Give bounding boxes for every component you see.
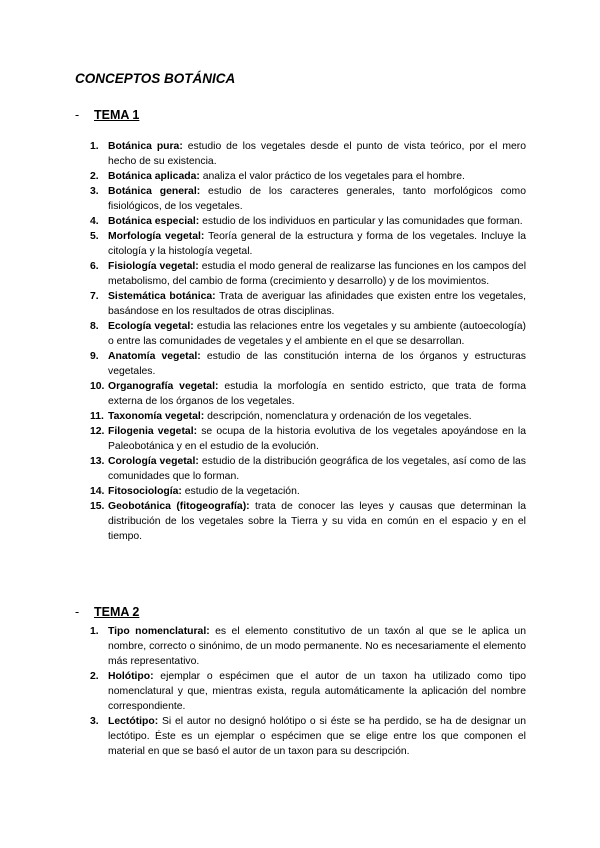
section-heading-text: TEMA 2 <box>94 605 140 619</box>
list-item <box>90 139 526 169</box>
list-item <box>90 259 526 289</box>
item-number: 8. <box>90 321 99 332</box>
item-definition: estudio de los individuos en particular y las comunidades que forman. <box>199 216 523 227</box>
item-number: 9. <box>90 351 99 362</box>
list-item <box>90 669 526 714</box>
item-definition: estudio de la distribución geográfica de los vegetales, así como de las comunidades que lo forman. <box>108 456 526 482</box>
list-item <box>90 169 526 184</box>
tema-1-list <box>90 139 526 544</box>
item-term: Lectótipo: <box>108 716 159 727</box>
item-number: 6. <box>90 261 99 272</box>
item-number: 15. <box>90 501 105 512</box>
item-term: Anatomía vegetal: <box>108 351 201 362</box>
list-item <box>90 624 526 669</box>
list-item <box>90 454 526 484</box>
item-term: Morfología vegetal: <box>108 231 205 242</box>
item-term: Tipo nomenclatural: <box>108 626 210 637</box>
document-title: CONCEPTOS BOTÁNICA <box>75 71 236 86</box>
item-term: Corología vegetal: <box>108 456 199 467</box>
item-number: 7. <box>90 291 99 302</box>
list-item <box>90 424 526 454</box>
item-definition: estudio de las constitución interna de los órganos y estructuras vegetales. <box>108 351 527 377</box>
item-definition: estudia las relaciones entre los vegetales y su ambiente (autoecología) o entre las comunidades de vegetales y el ambiente en el que se desarrollan. <box>108 321 526 347</box>
item-definition: trata de conocer las leyes y causas que determinan la distribución de los vegetales sobre la Tierra y su vida en común en el espacio y en el tiempo. <box>108 501 527 542</box>
tema-2-list <box>90 624 526 759</box>
item-definition: Trata de averiguar las afinidades que existen entre los vegetales, basándose en los resultados de otras disciplinas. <box>108 291 526 317</box>
item-definition: se ocupa de la historia evolutiva de los vegetales apoyándose en la Paleobotánica y en el estudio de la evolución. <box>108 426 526 452</box>
item-definition: estudio de los vegetales desde el punto de vista teórico, por el mero hecho de su existencia. <box>108 141 526 167</box>
item-definition: Teoría general de la estructura y forma de los vegetales. Incluye la citología y la histología vegetal. <box>108 231 526 257</box>
list-item <box>90 289 526 319</box>
item-number: 14. <box>90 486 105 497</box>
item-term: Sistemática botánica: <box>108 291 216 302</box>
list-item <box>90 379 526 409</box>
item-term: Ecología vegetal: <box>108 321 194 332</box>
list-item <box>90 319 526 349</box>
item-number: 1. <box>90 141 99 152</box>
item-definition: descripción, nomenclatura y ordenación de los vegetales. <box>204 411 472 422</box>
item-term: Geobotánica (fitogeografía): <box>108 501 250 512</box>
item-term: Fisiología vegetal: <box>108 261 199 272</box>
item-term: Filogenia vegetal: <box>108 426 198 437</box>
item-term: Fitosociología: <box>108 486 182 497</box>
item-definition: estudia la morfología en sentido estricto, que trata de forma externa de los órganos de los vegetales. <box>108 381 526 407</box>
bullet-dash: - <box>75 605 80 619</box>
list-item <box>90 499 526 544</box>
item-number: 11. <box>90 411 104 422</box>
item-definition: estudio de los caracteres generales, tanto morfológicos como fisiológicos, de los vegetales. <box>108 186 526 212</box>
list-item <box>90 349 526 379</box>
item-definition: estudio de la vegetación. <box>181 486 300 497</box>
list-item <box>90 214 526 229</box>
list-item <box>90 484 526 499</box>
list-item <box>90 229 526 259</box>
item-number: 3. <box>90 186 99 197</box>
section-heading-tema-2 <box>75 605 139 619</box>
list-item <box>90 714 526 759</box>
item-number: 5. <box>90 231 99 242</box>
list-item <box>90 184 526 214</box>
item-number: 3. <box>90 716 99 727</box>
item-number: 13. <box>90 456 105 467</box>
item-number: 4. <box>90 216 99 227</box>
item-number: 2. <box>90 171 99 182</box>
item-definition: estudia el modo general de realizarse las funciones en los campos del metabolismo, del cambio de forma (crecimiento y desarrollo) y de los movimientos. <box>108 261 526 287</box>
item-definition: es el elemento constitutivo de un taxón al que se le aplica un nombre, correcto o sinónimo, de un modo permanente. No es necesariamente el elemento más representativo. <box>108 626 526 667</box>
list-item <box>90 409 526 424</box>
item-number: 10. <box>90 381 105 392</box>
section-heading-text: TEMA 1 <box>94 108 140 122</box>
item-term: Organografía vegetal: <box>108 381 219 392</box>
item-term: Holótipo: <box>108 671 154 682</box>
item-term: Botánica aplicada: <box>108 171 200 182</box>
item-term: Taxonomía vegetal: <box>108 411 205 422</box>
item-definition: analiza el valor práctico de los vegetales para el hombre. <box>199 171 465 182</box>
section-heading-tema-1 <box>75 108 139 122</box>
item-definition: Si el autor no designó holótipo o si éste se ha perdido, se ha de designar un lectótipo. Éste es un ejemplar o espécimen que se elige entre los que componen el material en que se basó el autor de un taxon para su descripción. <box>108 716 526 757</box>
item-number: 2. <box>90 671 99 682</box>
bullet-dash: - <box>75 108 80 122</box>
item-definition: ejemplar o espécimen que el autor de un taxon ha utilizado como tipo nomenclatural y que, mientras exista, regula automáticamente la aplicación del nombre correspondiente. <box>108 671 526 712</box>
item-number: 12. <box>90 426 105 437</box>
item-term: Botánica general: <box>108 186 201 197</box>
item-term: Botánica pura: <box>108 141 183 152</box>
item-term: Botánica especial: <box>108 216 200 227</box>
item-number: 1. <box>90 626 99 637</box>
